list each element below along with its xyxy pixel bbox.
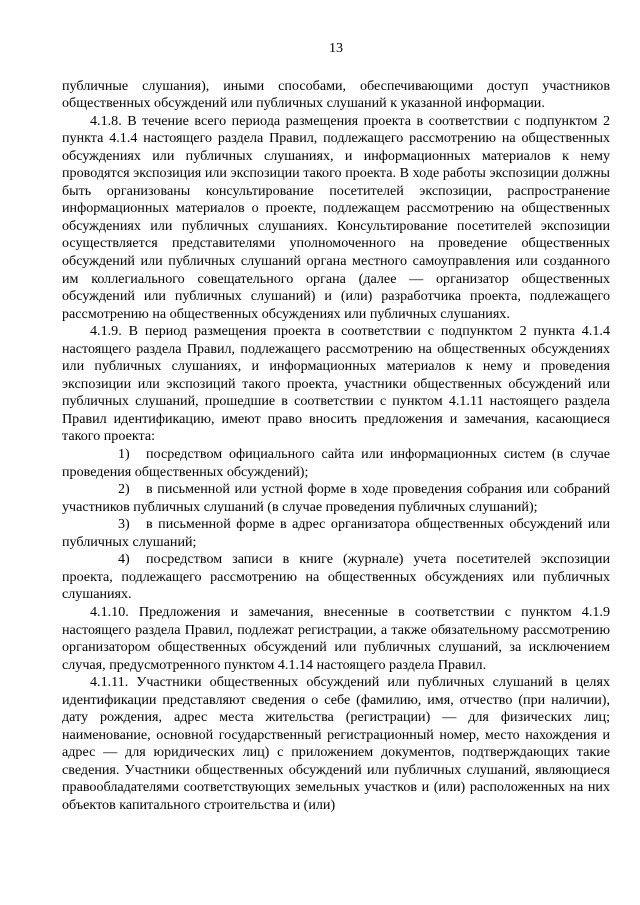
list-item-number: 2) (118, 481, 130, 498)
page-number: 13 (328, 40, 344, 56)
list-item-number: 1) (118, 446, 130, 463)
list-item-text: в письменной форме в адрес организатора общественных обсуждений или публичных слушаний; (62, 516, 610, 550)
list-item-text: в письменной или устной форме в ходе проведения собрания или собраний участников публичных слушаний (в случае проведения публичных слушаний); (62, 481, 610, 515)
paragraph-continuation: публичные слушания), иными способами, обеспечивающими доступ участников общественных обсуждений или публичных слушаний к указанной информации. (62, 77, 610, 112)
list-item-text: посредством официального сайта или информационных систем (в случае проведения общественных обсуждений); (62, 446, 610, 480)
paragraph-4-1-11: 4.1.11. Участники общественных обсуждений или публичных слушаний в целях идентификации представляют сведения о себе (фамилию, имя, отчество (при наличии), дату рождения, адрес места жительства (регистрации) — для физических лиц; наименование, основной государственный регистрационный номер, место нахождения и адрес — для юридических лиц) с приложением документов, подтверждающих такие сведения. Участники общественных обсуждений или публичных слушаний, являющиеся правообладателями соответствующих земельных участков и (или) расположенных на них объектов капитального строительства и (или) (62, 674, 610, 813)
document-page (62, 0, 610, 815)
list-item-number: 3) (118, 516, 130, 533)
list-item (62, 446, 610, 481)
list-item (62, 551, 610, 604)
list-item-number: 4) (118, 551, 130, 568)
paragraph-4-1-8: 4.1.8. В течение всего периода размещения проекта в соответствии с подпунктом 2 пункта 4.1.4 настоящего раздела Правил, подлежащего рассмотрению на общественных обсуждениях или публичных слушаниях, и информационных материалов к нему проводятся экспозиция или экспозиции такого проекта. В ходе работы экспозиции должны быть организованы консультирование посетителей экспозиции, распространение информационных материалов о проекте, подлежащем рассмотрению на общественных обсуждениях или публичных слушаниях. Консультирование посетителей экспозиции осуществляется представителями уполномоченного на проведение общественных обсуждений или публичных слушаний органа местного самоуправления или созданного им коллегиального совещательного органа (далее — организатор общественных обсуждений или публичных слушаний) и (или) разработчика проекта, подлежащего рассмотрению на общественных обсуждениях или публичных слушаниях. (62, 112, 610, 322)
list-item (62, 481, 610, 516)
paragraph-4-1-9: 4.1.9. В период размещения проекта в соответствии с подпунктом 2 пункта 4.1.4 настоящего раздела Правил, подлежащего рассмотрению на общественных обсуждениях или публичных слушаниях, и информационных материалов к нему и проведения экспозиции или экспозиций такого проекта, участники общественных обсуждений или публичных слушаний, прошедшие в соответствии с пунктом 4.1.11 настоящего раздела Правил идентификацию, имеют право вносить предложения и замечания, касающиеся такого проекта: (62, 323, 610, 445)
list-item-text: посредством записи в книге (журнале) учета посетителей экспозиции проекта, подлежащего рассмотрению на общественных обсуждениях или публичных слушаниях. (62, 551, 610, 603)
list-item (62, 516, 610, 551)
paragraph-4-1-10: 4.1.10. Предложения и замечания, внесенные в соответствии с пунктом 4.1.9 настоящего раздела Правил, подлежат регистрации, а также обязательному рассмотрению организатором общественных обсуждений или публичных слушаний, за исключением случая, предусмотренного пунктом 4.1.14 настоящего раздела Правил. (62, 603, 610, 673)
